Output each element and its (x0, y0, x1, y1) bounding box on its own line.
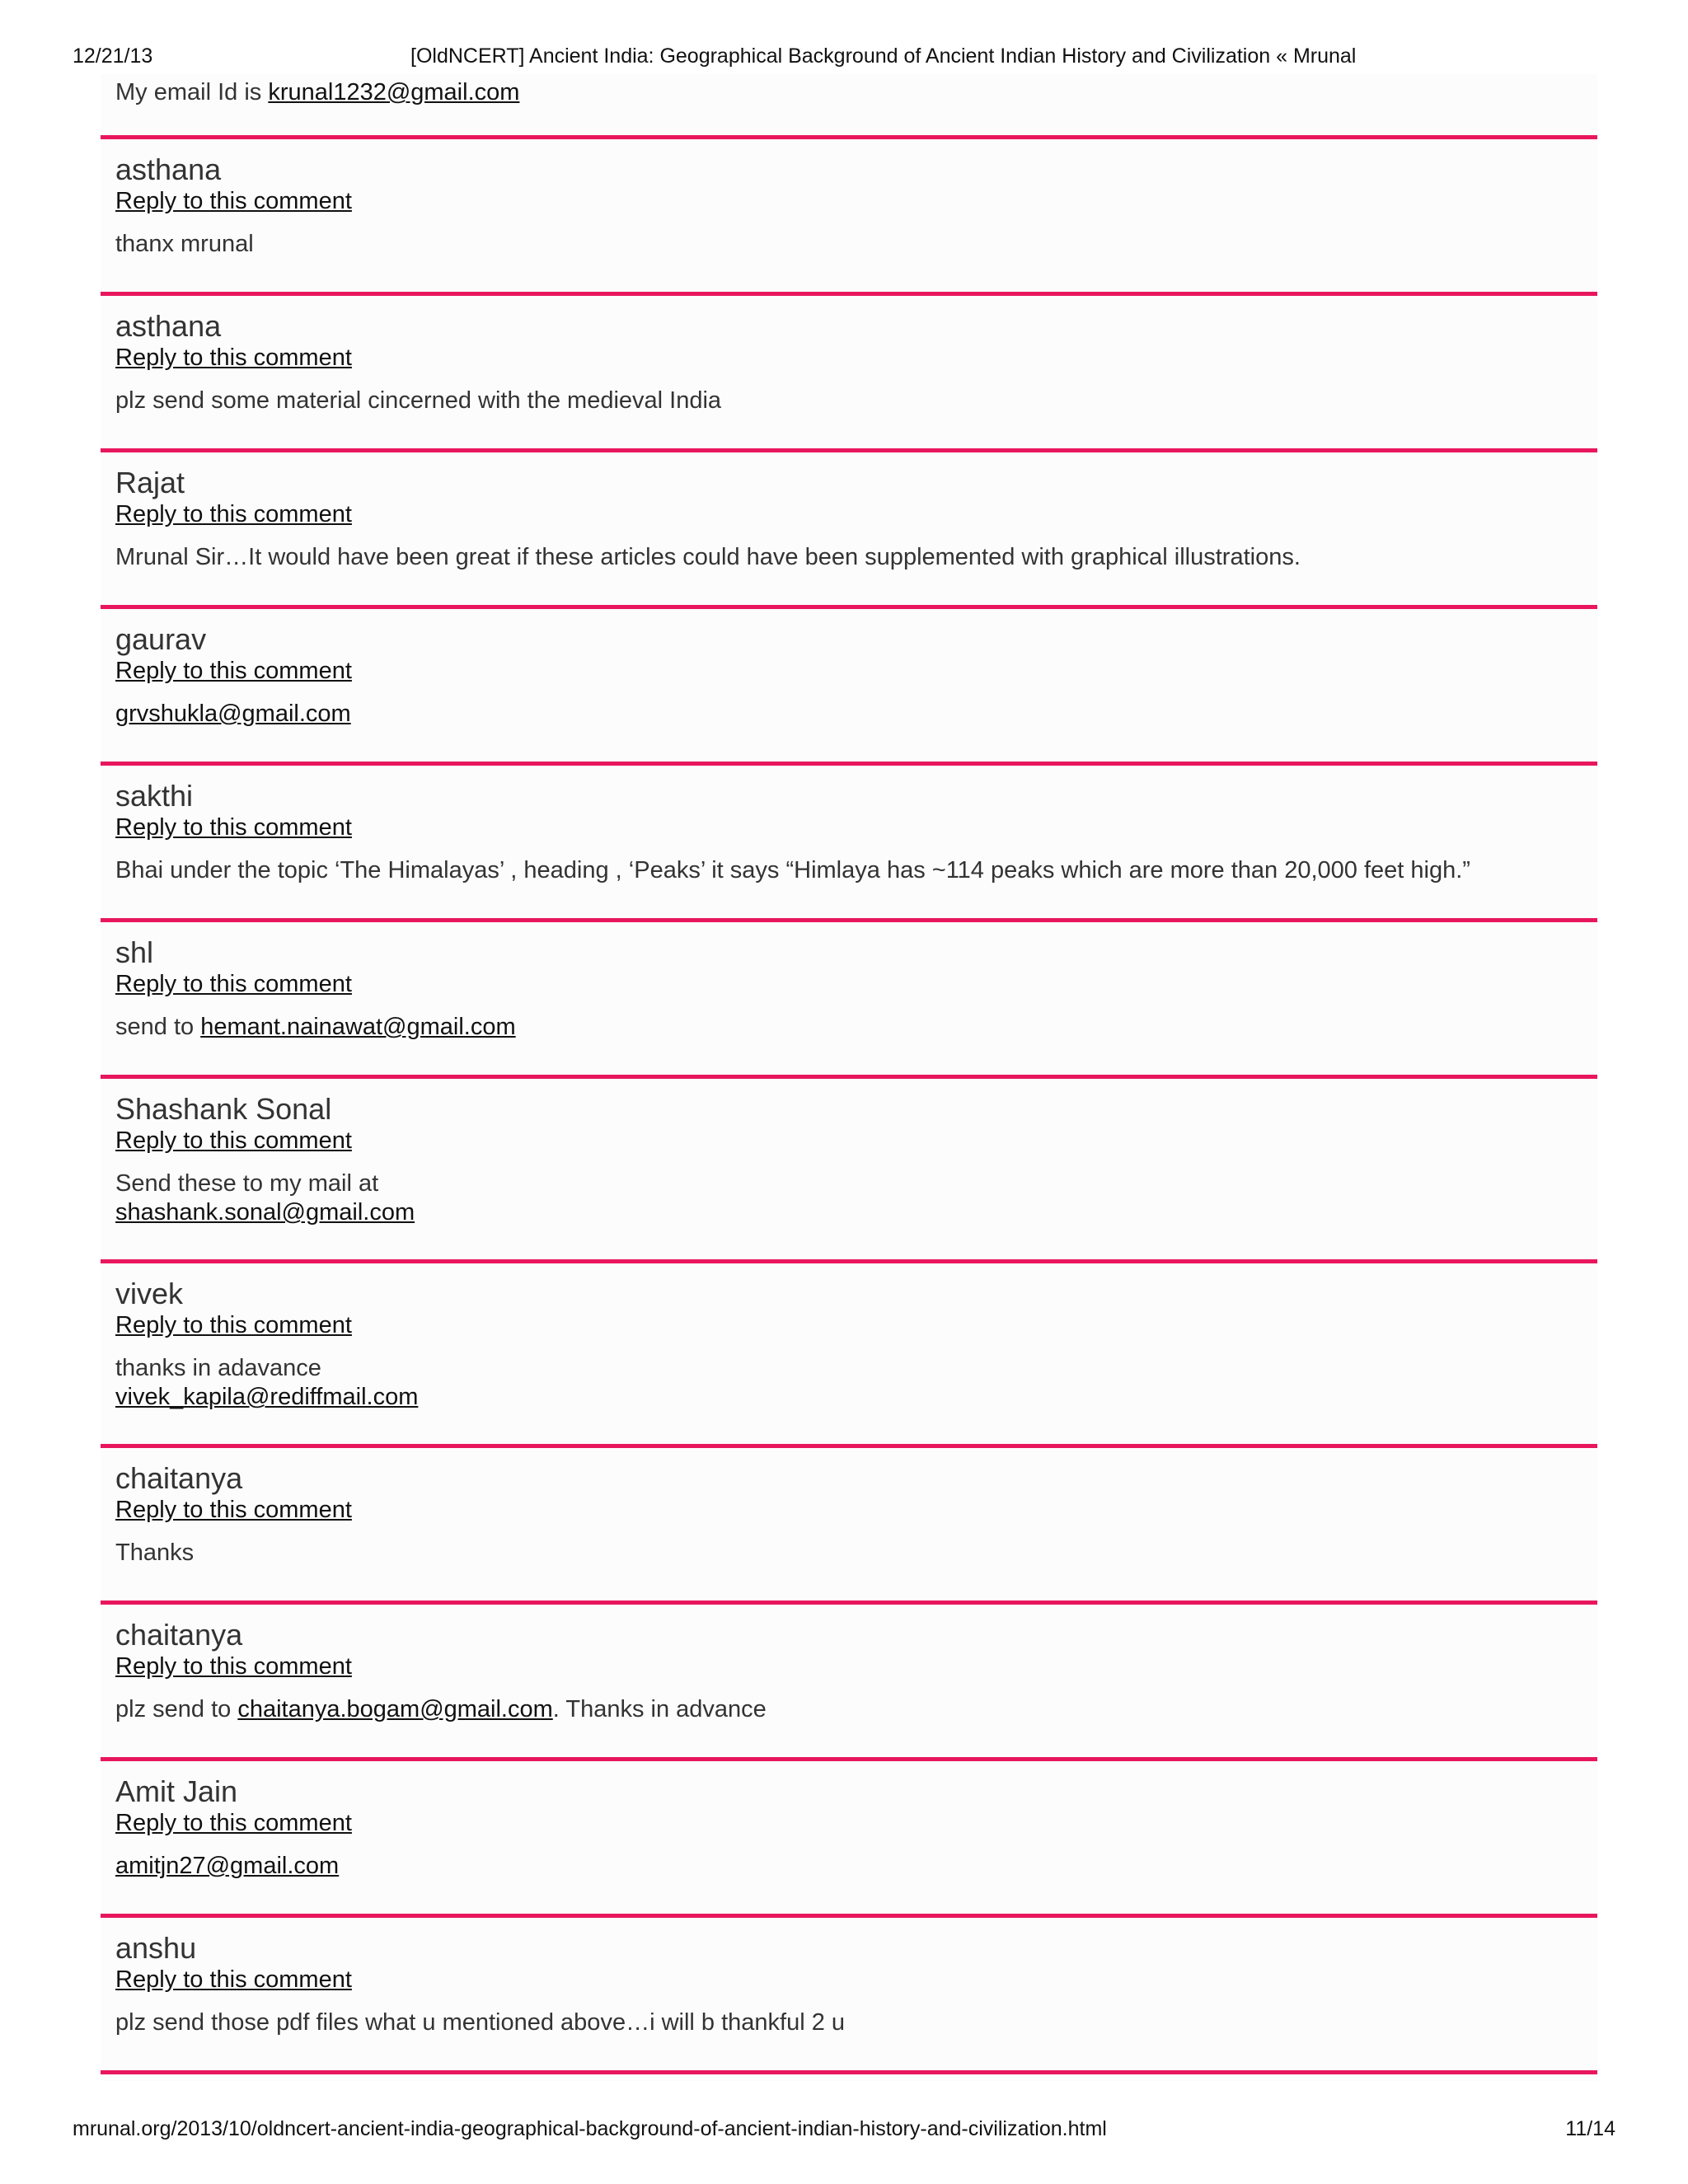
comment-text: Mrunal Sir…It would have been great if these articles could have been supplemented with graphical illustrations. (115, 544, 1301, 570)
page-title: [OldNCERT] Ancient India: Geographical Background of Ancient Indian History and Civilization « Mrunal (410, 45, 1357, 68)
comment (101, 1601, 1597, 1757)
comment-author: gaurav (115, 622, 207, 656)
comment-author: anshu (115, 1931, 197, 1965)
comment-text: send to (115, 1014, 201, 1040)
comment (101, 448, 1597, 605)
comment-author: asthana (115, 309, 222, 343)
comment-author: shl (115, 935, 154, 969)
comment-body (115, 1695, 1597, 1724)
intro-text: My email Id is (115, 79, 269, 105)
comment-author: sakthi (115, 779, 194, 813)
comment-body (115, 700, 1597, 729)
comment (101, 1259, 1597, 1444)
reply-link[interactable]: Reply to this comment (115, 1966, 352, 1993)
comment-author: Amit Jain (115, 1774, 238, 1808)
comment-body (115, 1013, 1597, 1042)
comment (101, 1757, 1597, 1914)
comment (101, 762, 1597, 918)
comment-email-link[interactable]: vivek_kapila@rediffmail.com (115, 1384, 419, 1410)
comment-author: Rajat (115, 466, 185, 499)
comment-text: thanx mrunal (115, 231, 254, 257)
reply-link[interactable]: Reply to this comment (115, 501, 352, 527)
comment-text: plz send to (115, 1696, 238, 1722)
comment-text-suffix: . Thanks in advance (552, 1696, 767, 1722)
comment-body (115, 543, 1597, 572)
comment-body (115, 1852, 1597, 1881)
intro-email-link[interactable]: krunal1232@gmail.com (268, 79, 520, 105)
comment-body (115, 230, 1597, 259)
comment (101, 292, 1597, 448)
print-date: 12/21/13 (73, 45, 153, 68)
comment-body (115, 2008, 1597, 2037)
comment-body (115, 856, 1597, 885)
previous-comment-tail (101, 74, 1597, 135)
print-footer (73, 2114, 1615, 2147)
reply-link[interactable]: Reply to this comment (115, 1497, 352, 1523)
comment-text: plz send some material cincerned with the medieval India (115, 387, 722, 414)
comment-email-link[interactable]: grvshukla@gmail.com (115, 701, 351, 727)
comment-text: Send these to my mail at (115, 1170, 379, 1197)
comment (101, 918, 1597, 1075)
reply-link[interactable]: Reply to this comment (115, 344, 352, 371)
divider (101, 2070, 1597, 2074)
reply-link[interactable]: Reply to this comment (115, 1312, 352, 1338)
comment-body (115, 1539, 1597, 1568)
comment (101, 605, 1597, 762)
reply-link[interactable]: Reply to this comment (115, 1127, 352, 1154)
reply-link[interactable]: Reply to this comment (115, 1653, 352, 1680)
comment (101, 1075, 1597, 1259)
reply-link[interactable]: Reply to this comment (115, 971, 352, 997)
reply-link[interactable]: Reply to this comment (115, 188, 352, 214)
comment (101, 1914, 1597, 2070)
comment-text: thanks in adavance (115, 1355, 321, 1381)
page-url: mrunal.org/2013/10/oldncert-ancient-india-geographical-background-of-ancient-indian-history-and-civilization.html (73, 2117, 1107, 2140)
comment-author: vivek (115, 1277, 184, 1310)
comment (101, 135, 1597, 292)
comment-text: Thanks (115, 1540, 195, 1566)
comment-email-link[interactable]: chaitanya.bogam@gmail.com (237, 1696, 553, 1722)
page-number: 11/14 (1565, 2117, 1615, 2140)
comment-body (115, 387, 1597, 415)
comment (101, 1444, 1597, 1601)
comment-body (115, 1169, 1597, 1227)
comments-section (101, 74, 1597, 2081)
comment-text: Bhai under the topic ‘The Himalayas’ , heading , ‘Peaks’ it says “Himlaya has ~114 peaks which are more than 20,000 feet high.” (115, 857, 1470, 883)
comment-email-link[interactable]: hemant.nainawat@gmail.com (200, 1014, 516, 1040)
comment-author: chaitanya (115, 1618, 243, 1652)
comment-email-link[interactable]: amitjn27@gmail.com (115, 1853, 340, 1879)
comment-email-link[interactable]: shashank.sonal@gmail.com (115, 1199, 415, 1226)
reply-link[interactable]: Reply to this comment (115, 814, 352, 841)
comment-author: Shashank Sonal (115, 1092, 332, 1126)
reply-link[interactable]: Reply to this comment (115, 1810, 352, 1836)
comment-text: plz send those pdf files what u mentioned above…i will b thankful 2 u (115, 2009, 846, 2036)
print-header (73, 41, 1615, 74)
reply-link[interactable]: Reply to this comment (115, 658, 352, 684)
comment-author: chaitanya (115, 1461, 243, 1495)
comment-author: asthana (115, 152, 222, 186)
comment-body (115, 1354, 1597, 1412)
